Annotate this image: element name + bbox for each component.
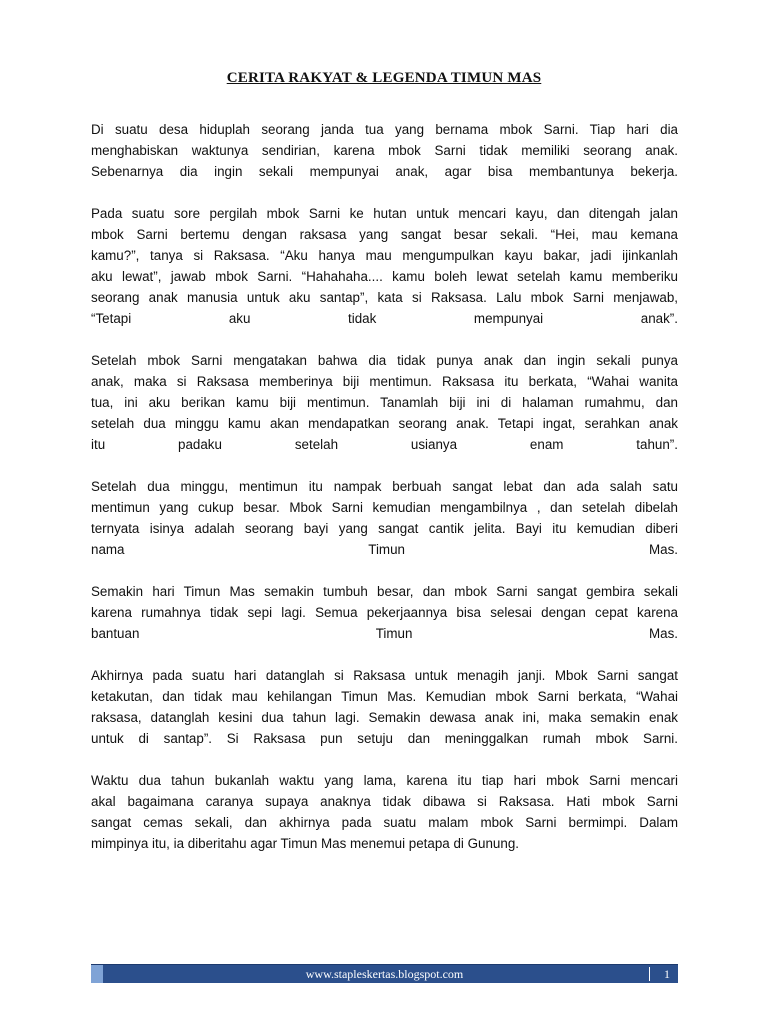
text-line: Di suatu desa hiduplah seorang janda tua yang bernama mbok Sarni. Tiap hari dia xyxy=(91,122,678,137)
text-line: Akhirnya pada suatu hari datanglah si Raksasa untuk menagih janji. Mbok Sarni sangat xyxy=(91,668,678,683)
text-line: Setelah mbok Sarni mengatakan bahwa dia tidak punya anak dan ingin sekali punya xyxy=(91,353,678,368)
paragraph xyxy=(91,119,678,182)
text-line: akal bagaimana caranya supaya anaknya tidak dibawa si Raksasa. Hati mbok Sarni xyxy=(91,794,678,809)
text-line: Sebenarnya dia ingin sekali mempunyai anak, agar bisa membantunya bekerja. xyxy=(91,164,678,179)
paragraph xyxy=(91,350,678,455)
text-line: Waktu dua tahun bukanlah waktu yang lama, karena itu tiap hari mbok Sarni mencari xyxy=(91,773,678,788)
story-body xyxy=(91,119,678,875)
text-line: itu padaku setelah usianya enam tahun”. xyxy=(91,437,678,452)
text-line: Semakin hari Timun Mas semakin tumbuh besar, dan mbok Sarni sangat gembira sekali xyxy=(91,584,678,599)
text-line: ternyata isinya adalah seorang bayi yang sangat cantik jelita. Bayi itu kemudian diberi xyxy=(91,521,678,536)
footer-divider xyxy=(649,967,650,981)
page-title: CERITA RAKYAT & LEGENDA TIMUN MAS xyxy=(226,70,542,86)
text-line: anak, maka si Raksasa memberinya biji mentimun. Raksasa itu berkata, “Wahai wanita xyxy=(91,374,678,389)
text-line: Setelah dua minggu, mentimun itu nampak berbuah sangat lebat dan ada salah satu xyxy=(91,479,678,494)
footer-url[interactable]: www.stapleskertas.blogspot.com xyxy=(305,967,464,981)
text-line: tua, ini aku berikan kamu biji mentimun. Tanamlah biji ini di halaman rumahmu, dan xyxy=(91,395,678,410)
text-line: Pada suatu sore pergilah mbok Sarni ke hutan untuk mencari kayu, dan ditengah jalan xyxy=(91,206,678,221)
text-line: seorang anak manusia untuk aku santap”, kata si Raksasa. Lalu mbok Sarni menjawab, xyxy=(91,290,678,305)
text-line: mentimun yang cukup besar. Mbok Sarni kemudian mengambilnya , dan setelah dibelah xyxy=(91,500,678,515)
text-line: mimpinya itu, ia diberitahu agar Timun Mas menemui petapa di Gunung. xyxy=(91,836,519,851)
page-number: 1 xyxy=(664,967,670,981)
paragraph xyxy=(91,581,678,644)
text-line: kamu?”, tanya si Raksasa. “Aku hanya mau mengumpulkan kayu bakar, jadi ijinkanlah xyxy=(91,248,678,263)
text-line: karena rumahnya tidak sepi lagi. Semua pekerjaannya bisa selesai dengan cepat karena xyxy=(91,605,678,620)
text-line: “Tetapi aku tidak mempunyai anak”. xyxy=(91,311,678,326)
text-line: mbok Sarni bertemu dengan raksasa yang sangat besar sekali. “Hei, mau kemana xyxy=(91,227,678,242)
text-line: sangat cemas sekali, dan akhirnya pada suatu malam mbok Sarni bermimpi. Dalam xyxy=(91,815,678,830)
footer-bar xyxy=(91,964,678,983)
text-line: aku lewat”, jawab mbok Sarni. “Hahahaha.... kamu boleh lewat setelah kamu memberiku xyxy=(91,269,678,284)
text-line: bantuan Timun Mas. xyxy=(91,626,678,641)
paragraph xyxy=(91,665,678,749)
paragraph xyxy=(91,203,678,329)
text-line: raksasa, datanglah kesini dua tahun lagi. Semakin dewasa anak ini, maka semakin enak xyxy=(91,710,678,725)
paragraph xyxy=(91,770,678,854)
paragraph xyxy=(91,476,678,560)
text-line: menghabiskan waktunya sendirian, karena mbok Sarni tidak memiliki seorang anak. xyxy=(91,143,678,158)
text-line: setelah dua minggu kamu akan mendapatkan seorang anak. Tetapi ingat, serahkan anak xyxy=(91,416,678,431)
text-line: ketakutan, dan tidak mau kehilangan Timun Mas. Kemudian mbok Sarni berkata, “Wahai xyxy=(91,689,678,704)
text-line: nama Timun Mas. xyxy=(91,542,678,557)
text-line: untuk di santap”. Si Raksasa pun setuju dan meninggalkan rumah mbok Sarni. xyxy=(91,731,678,746)
